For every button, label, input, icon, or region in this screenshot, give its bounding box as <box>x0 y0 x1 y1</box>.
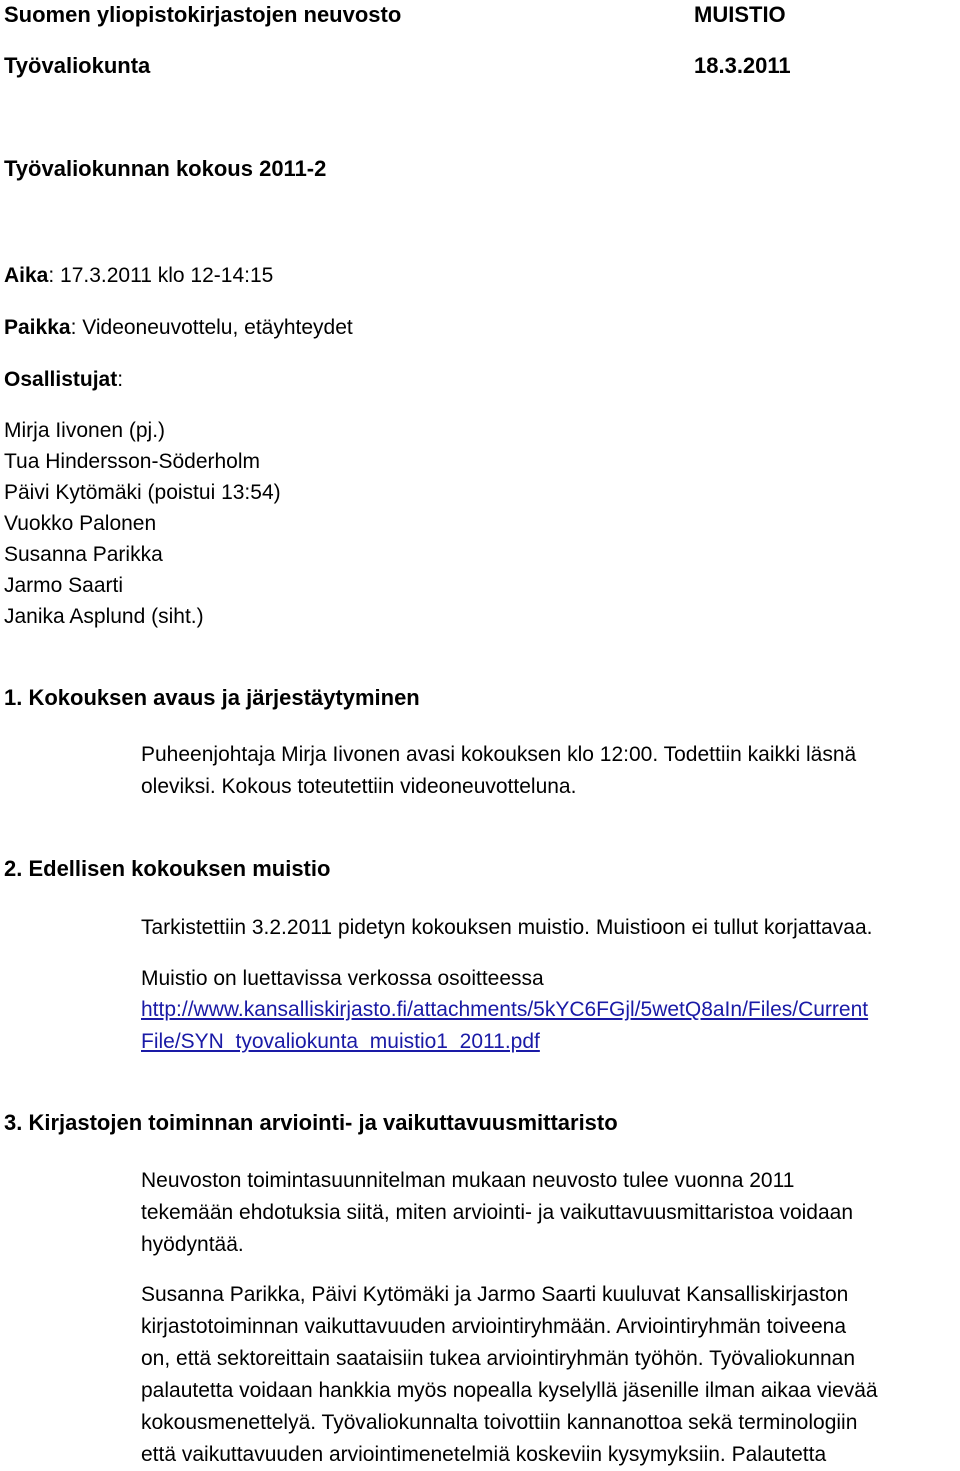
section-1-line: Puheenjohtaja Mirja Iivonen avasi kokouksen klo 12:00. Todettiin kaikki läsnä <box>141 743 857 766</box>
section-3-line: Susanna Parikka, Päivi Kytömäki ja Jarmo Saarti kuuluvat Kansalliskirjaston <box>141 1283 849 1306</box>
meeting-title: Työvaliokunnan kokous 2011-2 <box>4 156 327 181</box>
section-3-line: että vaikuttavuuden arviointimenetelmiä koskeviin kysymyksiin. Palautetta <box>141 1443 827 1466</box>
section-3-paragraph-1 <box>141 1165 956 1261</box>
section-3-line: Neuvoston toimintasuunnitelman mukaan neuvosto tulee vuonna 2011 <box>141 1169 795 1192</box>
time-value: : 17.3.2011 klo 12-14:15 <box>48 264 274 287</box>
participant-list <box>4 415 281 632</box>
section-3-line: hyödyntää. <box>141 1233 244 1256</box>
section-heading-3: 3. Kirjastojen toiminnan arviointi- ja vaikuttavuusmittaristo <box>4 1110 618 1135</box>
section-3-paragraph-2 <box>141 1279 956 1471</box>
section-1-body <box>141 739 956 803</box>
organization-name: Suomen yliopistokirjastojen neuvosto <box>4 2 402 27</box>
participants-colon: : <box>117 368 124 391</box>
time-label: Aika <box>4 264 49 287</box>
participant: Päivi Kytömäki (poistui 13:54) <box>4 481 281 504</box>
participant: Tua Hindersson-Söderholm <box>4 450 261 473</box>
section-3-line: palautetta voidaan hankkia myös nopealla kyselyllä jäsenille ilman aikaa vievää <box>141 1379 878 1402</box>
participant: Jarmo Saarti <box>4 574 124 597</box>
section-3-line: tekemään ehdotuksia siitä, miten arviointi- ja vaikuttavuusmittaristoa voidaan <box>141 1201 854 1224</box>
document-date: 18.3.2011 <box>694 53 791 78</box>
minutes-link-line-1[interactable]: http://www.kansalliskirjasto.fi/attachments/5kYC6FGjl/5wetQ8aIn/Files/Current <box>141 998 869 1021</box>
participant: Mirja Iivonen (pj.) <box>4 419 166 442</box>
place-label: Paikka <box>4 316 71 339</box>
meeting-time <box>4 260 273 291</box>
minutes-link-line-2[interactable]: File/SYN_tyovaliokunta_muistio1_2011.pdf <box>141 1030 540 1053</box>
document-type: MUISTIO <box>694 2 786 27</box>
section-3-line: kirjastotoiminnan vaikuttavuuden arviointiryhmään. Arviointiryhmän toiveena <box>141 1315 847 1338</box>
section-heading-2: 2. Edellisen kokouksen muistio <box>4 856 331 881</box>
committee-name: Työvaliokunta <box>4 53 151 78</box>
place-value: : Videoneuvottelu, etäyhteydet <box>70 316 353 339</box>
section-1-line: oleviksi. Kokous toteutettiin videoneuvotteluna. <box>141 775 577 798</box>
meeting-place <box>4 312 353 343</box>
section-3-line: kokousmenettelyä. Työvaliokunnalta toivottiin kannanottoa sekä terminologiin <box>141 1411 858 1434</box>
participant: Vuokko Palonen <box>4 512 157 535</box>
participant: Susanna Parikka <box>4 543 163 566</box>
section-heading-1: 1. Kokouksen avaus ja järjestäytyminen <box>4 685 420 710</box>
minutes-link[interactable] <box>141 994 956 1058</box>
participant: Janika Asplund (siht.) <box>4 605 204 628</box>
section-2-line-1: Tarkistettiin 3.2.2011 pidetyn kokouksen muistio. Muistioon ei tullut korjattavaa. <box>141 916 873 939</box>
section-2-line-2: Muistio on luettavissa verkossa osoitteessa <box>141 967 544 990</box>
participants-label: Osallistujat <box>4 368 118 391</box>
section-3-line: on, että sektoreittain saataisiin tukea arviointiryhmän työhön. Työvaliokunnan <box>141 1347 856 1370</box>
participants-heading <box>4 364 123 395</box>
